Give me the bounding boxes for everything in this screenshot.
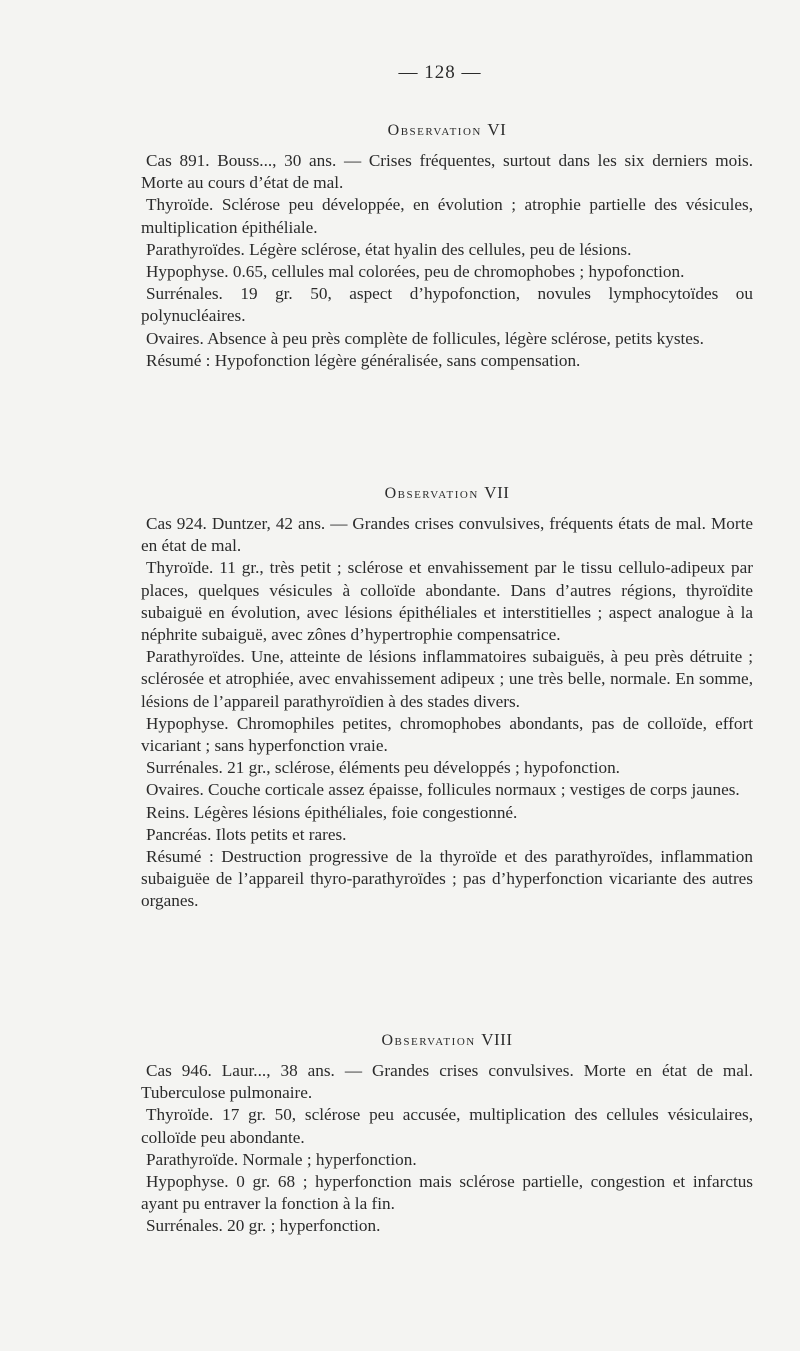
heading-word: Observation — [381, 1032, 476, 1049]
paragraph: Thyroïde. 11 gr., très petit ; sclérose et envahissement par le tissu cellulo-adipeux par places, quelques vésicules à colloïde abondante. Dans d’autres régions, thyroïdite subaiguë en évolution, avec lésions épithéliales et interstitielles ; aspect analogue à la néphrite subaiguë, avec zônes d’hypertrophie compensatrice. — [141, 558, 753, 645]
paragraph: Résumé : Hypofonction légère généralisée, sans compensation. — [146, 350, 581, 370]
heading-number: VII — [484, 483, 510, 502]
paragraph: Cas 924. Duntzer, 42 ans. — Grandes crises convulsives, fréquents états de mal. Morte en état de mal. — [141, 514, 753, 556]
paragraph: Cas 891. Bouss..., 30 ans. — Crises fréquentes, surtout dans les six derniers mois. Morte au cours d’état de mal. — [141, 151, 753, 193]
paragraph: Surrénales. 21 gr., sclérose, éléments peu développés ; hypofonction. — [146, 758, 620, 778]
paragraph: Hypophyse. Chromophiles petites, chromophobes abondants, pas de colloïde, effort vicariant ; sans hyperfonction vraie. — [141, 713, 753, 756]
paragraph: Reins. Légères lésions épithéliales, foie congestionné. — [146, 802, 518, 822]
paragraph: Ovaires. Couche corticale assez épaisse, follicules normaux ; vestiges de corps jaunes. — [146, 780, 740, 800]
paragraph: Résumé : Destruction progressive de la thyroïde et des parathyroïdes, inflammation subaiguëe de l’appareil thyro-parathyroïdes ; pas d’hyperfonction vicariante des autres organes. — [141, 847, 753, 911]
page-number: — 128 — — [398, 62, 482, 83]
paragraph: Parathyroïdes. Légère sclérose, état hyalin des cellules, peu de lésions. — [146, 239, 632, 259]
paragraph: Ovaires. Absence à peu près complète de follicules, légère sclérose, petits kystes. — [146, 328, 704, 348]
observation-section — [141, 1030, 753, 1238]
paragraph: Surrénales. 19 gr. 50, aspect d’hypofonction, novules lymphocytoïdes ou polynucléaires. — [141, 284, 753, 326]
heading-number: VIII — [481, 1030, 513, 1049]
section-heading — [141, 120, 753, 140]
paragraph: Hypophyse. 0.65, cellules mal colorées, peu de chromophobes ; hypofonction. — [146, 262, 685, 282]
section-heading — [141, 483, 753, 503]
heading-word: Observation — [387, 122, 482, 139]
paragraph: Thyroïde. Sclérose peu développée, en évolution ; atrophie partielle des vésicules, multiplication épithéliale. — [141, 195, 753, 237]
observation-section — [141, 483, 753, 913]
paragraph: Pancréas. Ilots petits et rares. — [146, 824, 347, 844]
paragraph: Hypophyse. 0 gr. 68 ; hyperfonction mais sclérose partielle, congestion et infarctus ayant pu entraver la fonction à la fin. — [141, 1172, 753, 1214]
heading-word: Observation — [384, 485, 479, 502]
section-heading — [141, 1030, 753, 1050]
paragraph: Parathyroïdes. Une, atteinte de lésions inflammatoires subaiguës, à peu près détruite ; sclérosée et atrophiée, avec envahissement adipeux ; une très belle, normale. En somme, lésions de l’appareil parathyroïdien à des stades divers. — [141, 647, 753, 711]
paragraph: Thyroïde. 17 gr. 50, sclérose peu accusée, multiplication des cellules vésiculaires, colloïde peu abondante. — [141, 1105, 753, 1147]
heading-number: VI — [487, 120, 507, 139]
observation-section — [141, 120, 753, 372]
paragraph: Cas 946. Laur..., 38 ans. — Grandes crises convulsives. Morte en état de mal. Tuberculose pulmonaire. — [141, 1061, 753, 1103]
paragraph: Parathyroïde. Normale ; hyperfonction. — [146, 1149, 417, 1169]
paragraph: Surrénales. 20 gr. ; hyperfonction. — [146, 1216, 381, 1236]
